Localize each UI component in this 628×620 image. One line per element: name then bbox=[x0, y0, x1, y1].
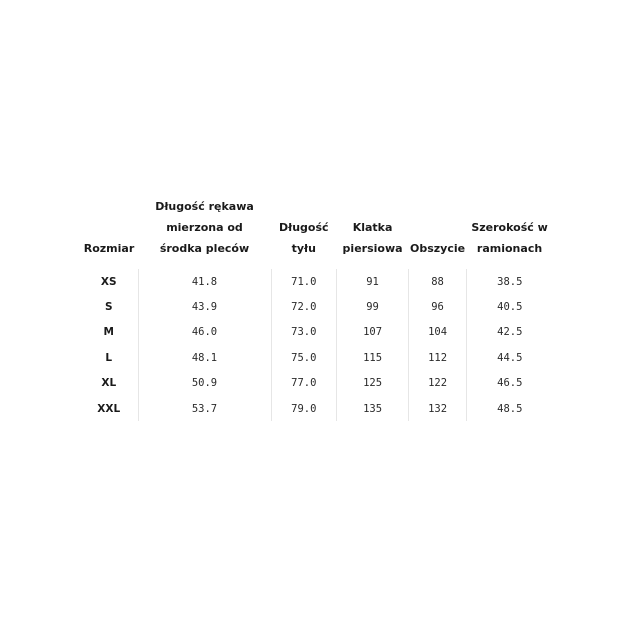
chest-cell: 135 bbox=[337, 396, 409, 421]
size-cell: M bbox=[80, 320, 138, 345]
shoulder-width-cell: 46.5 bbox=[497, 377, 523, 390]
header-sleeve-length: Długość rękawa mierzona od środka pleców bbox=[155, 200, 254, 255]
header-shoulder-width: Szerokość w ramionach bbox=[471, 221, 548, 255]
shoulder-width-cell: 48.5 bbox=[497, 402, 523, 415]
sleeve-length-cell: 50.9 bbox=[138, 371, 271, 396]
back-length-cell: 79.0 bbox=[271, 396, 337, 421]
size-chart-table bbox=[80, 196, 553, 421]
table-header-row bbox=[80, 196, 553, 269]
hem-cell: 104 bbox=[409, 320, 467, 345]
shoulder-width-cell: 38.5 bbox=[497, 275, 523, 288]
hem-cell: 112 bbox=[409, 345, 467, 370]
sleeve-length-cell: 48.1 bbox=[138, 345, 271, 370]
back-length-cell: 72.0 bbox=[271, 294, 337, 319]
sleeve-length-cell: 43.9 bbox=[138, 294, 271, 319]
hem-cell: 122 bbox=[409, 371, 467, 396]
hem-cell: 88 bbox=[409, 269, 467, 294]
chest-cell: 125 bbox=[337, 371, 409, 396]
sleeve-length-cell: 53.7 bbox=[138, 396, 271, 421]
shoulder-width-cell: 42.5 bbox=[497, 326, 523, 339]
header-size: Rozmiar bbox=[83, 242, 135, 255]
back-length-cell: 75.0 bbox=[271, 345, 337, 370]
chest-cell: 107 bbox=[337, 320, 409, 345]
table-row bbox=[80, 269, 553, 294]
shoulder-width-cell: 44.5 bbox=[497, 351, 523, 364]
table-row bbox=[80, 320, 553, 345]
table-row bbox=[80, 371, 553, 396]
sleeve-length-cell: 46.0 bbox=[138, 320, 271, 345]
chest-cell: 99 bbox=[337, 294, 409, 319]
sleeve-length-cell: 41.8 bbox=[138, 269, 271, 294]
table-row bbox=[80, 345, 553, 370]
size-cell: XL bbox=[80, 371, 138, 396]
chest-cell: 91 bbox=[337, 269, 409, 294]
table-row bbox=[80, 396, 553, 421]
size-cell: L bbox=[80, 345, 138, 370]
hem-cell: 132 bbox=[409, 396, 467, 421]
back-length-cell: 77.0 bbox=[271, 371, 337, 396]
size-cell: S bbox=[80, 294, 138, 319]
back-length-cell: 71.0 bbox=[271, 269, 337, 294]
back-length-cell: 73.0 bbox=[271, 320, 337, 345]
size-cell: XXL bbox=[80, 396, 138, 421]
hem-cell: 96 bbox=[409, 294, 467, 319]
header-chest: Klatka piersiowa bbox=[342, 221, 403, 255]
header-hem: Obszycie bbox=[409, 242, 466, 255]
size-cell: XS bbox=[80, 269, 138, 294]
table-row bbox=[80, 294, 553, 319]
chest-cell: 115 bbox=[337, 345, 409, 370]
shoulder-width-cell: 40.5 bbox=[497, 301, 523, 314]
header-back-length: Długość tyłu bbox=[279, 221, 329, 255]
